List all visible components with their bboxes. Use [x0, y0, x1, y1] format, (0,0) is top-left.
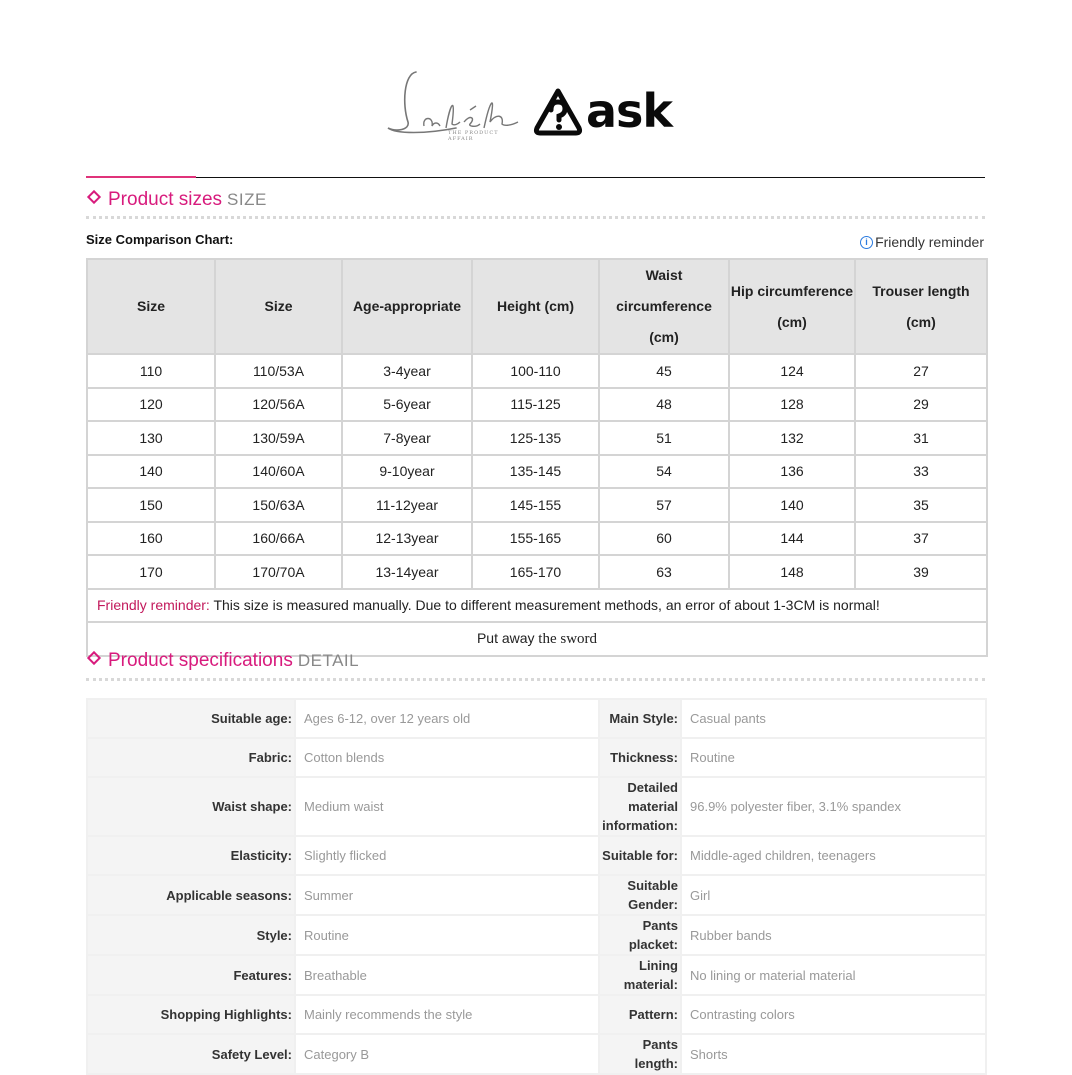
spec-label: Suitable Gender:	[599, 875, 681, 915]
spec-row	[87, 699, 986, 738]
spec-row	[87, 1034, 986, 1074]
table-cell: 144	[729, 522, 855, 556]
info-icon: i	[860, 236, 873, 249]
ask-logo: ask	[586, 84, 673, 138]
table-cell: 115-125	[472, 388, 599, 422]
table-cell: 120	[87, 388, 215, 422]
table-row	[87, 488, 987, 522]
spec-value: Mainly recommends the style	[295, 995, 599, 1034]
table-cell: 63	[599, 555, 729, 589]
table-cell: 57	[599, 488, 729, 522]
table-cell: 35	[855, 488, 987, 522]
section-dotted-divider	[86, 678, 985, 681]
table-row	[87, 388, 987, 422]
spec-row	[87, 777, 986, 836]
table-cell: 11-12year	[342, 488, 472, 522]
spec-value: Casual pants	[681, 699, 986, 738]
table-cell: 145-155	[472, 488, 599, 522]
table-cell: 140	[729, 488, 855, 522]
section-title-main: Product sizes	[108, 189, 223, 210]
section-title-sub: SIZE	[227, 190, 267, 209]
table-header-row	[87, 259, 987, 354]
table-row	[87, 455, 987, 489]
spec-label: Applicable seasons:	[87, 875, 295, 915]
spec-label: Detailed material information:	[599, 777, 681, 836]
table-cell: 140/60A	[215, 455, 342, 489]
section-title-main: Product specifications	[108, 650, 293, 671]
table-cell: 110	[87, 354, 215, 388]
footer-text-b: the sword	[534, 630, 598, 647]
table-cell: 170	[87, 555, 215, 589]
top-divider-accent	[86, 176, 196, 178]
table-cell: 5-6year	[342, 388, 472, 422]
table-cell: 60	[599, 522, 729, 556]
table-cell: 31	[855, 421, 987, 455]
table-cell: 135-145	[472, 455, 599, 489]
friendly-reminder-link[interactable]	[860, 234, 984, 250]
diamond-bullet-icon	[87, 651, 101, 665]
spec-value: Slightly flicked	[295, 836, 599, 875]
spec-table	[86, 698, 987, 1075]
spec-row	[87, 836, 986, 875]
table-cell: 124	[729, 354, 855, 388]
table-cell: 12-13year	[342, 522, 472, 556]
spec-section-title	[86, 650, 359, 678]
table-cell: 9-10year	[342, 455, 472, 489]
size-note	[87, 589, 987, 623]
spec-value: Cotton blends	[295, 738, 599, 777]
table-cell: 165-170	[472, 555, 599, 589]
table-cell: 48	[599, 388, 729, 422]
footer-text-a: Put away	[476, 629, 535, 646]
spec-label: Shopping Highlights:	[87, 995, 295, 1034]
table-cell: 170/70A	[215, 555, 342, 589]
laleh-logo	[386, 64, 522, 140]
spec-value: Girl	[681, 875, 986, 915]
table-cell: 7-8year	[342, 421, 472, 455]
column-header: Waist circumference (cm)	[599, 259, 729, 354]
spec-value: Category B	[295, 1034, 599, 1074]
column-header: Age-appropriate	[342, 259, 472, 354]
table-cell: 100-110	[472, 354, 599, 388]
brand-logos	[0, 64, 1072, 144]
spec-row	[87, 955, 986, 995]
column-header: Height (cm)	[472, 259, 599, 354]
spec-value: Contrasting colors	[681, 995, 986, 1034]
spec-label: Lining material:	[599, 955, 681, 995]
spec-value: Summer	[295, 875, 599, 915]
table-row	[87, 522, 987, 556]
size-note-row	[87, 589, 987, 623]
note-text: This size is measured manually. Due to different measurement methods, an error of about 1-3CM is normal!	[209, 597, 880, 614]
spec-row	[87, 915, 986, 955]
table-cell: 150	[87, 488, 215, 522]
table-cell: 128	[729, 388, 855, 422]
column-header: Hip circumference (cm)	[729, 259, 855, 354]
spec-label: Safety Level:	[87, 1034, 295, 1074]
table-cell: 120/56A	[215, 388, 342, 422]
table-cell: 130/59A	[215, 421, 342, 455]
spec-row	[87, 995, 986, 1034]
spec-label: Suitable age:	[87, 699, 295, 738]
size-section-title	[86, 189, 267, 217]
laleh-tagline: THE PRODUCT AFFAIR	[448, 130, 499, 142]
spec-value: Middle-aged children, teenagers	[681, 836, 986, 875]
spec-value: Routine	[681, 738, 986, 777]
section-dotted-divider	[86, 216, 985, 219]
table-cell: 125-135	[472, 421, 599, 455]
spec-value: No lining or material material	[681, 955, 986, 995]
note-label: Friendly reminder:	[97, 597, 210, 614]
spec-value: Medium waist	[295, 777, 599, 836]
spec-value: Routine	[295, 915, 599, 955]
size-comparison-table	[86, 258, 988, 657]
spec-value: Rubber bands	[681, 915, 986, 955]
spec-label: Pants placket:	[599, 915, 681, 955]
table-cell: 110/53A	[215, 354, 342, 388]
table-cell: 33	[855, 455, 987, 489]
spec-label: Waist shape:	[87, 777, 295, 836]
spec-value: Breathable	[295, 955, 599, 995]
spec-label: Thickness:	[599, 738, 681, 777]
table-cell: 140	[87, 455, 215, 489]
table-cell: 160/66A	[215, 522, 342, 556]
table-cell: 13-14year	[342, 555, 472, 589]
table-cell: 51	[599, 421, 729, 455]
spec-value: Shorts	[681, 1034, 986, 1074]
column-header: Trouser length (cm)	[855, 259, 987, 354]
table-cell: 37	[855, 522, 987, 556]
section-title-sub: DETAIL	[297, 651, 360, 670]
table-cell: 45	[599, 354, 729, 388]
spec-label: Style:	[87, 915, 295, 955]
column-header: Size	[87, 259, 215, 354]
ask-question-badge-icon	[532, 88, 584, 136]
spec-row	[87, 738, 986, 777]
table-cell: 54	[599, 455, 729, 489]
spec-label: Fabric:	[87, 738, 295, 777]
size-chart-caption: Size Comparison Chart:	[86, 232, 234, 247]
spec-label: Suitable for:	[599, 836, 681, 875]
spec-row	[87, 875, 986, 915]
table-cell: 155-165	[472, 522, 599, 556]
table-cell: 130	[87, 421, 215, 455]
table-row	[87, 555, 987, 589]
spec-label: Pants length:	[599, 1034, 681, 1074]
spec-label: Main Style:	[599, 699, 681, 738]
table-cell: 160	[87, 522, 215, 556]
table-row	[87, 421, 987, 455]
spec-label: Features:	[87, 955, 295, 995]
table-cell: 132	[729, 421, 855, 455]
table-cell: 29	[855, 388, 987, 422]
table-row	[87, 354, 987, 388]
table-cell: 3-4year	[342, 354, 472, 388]
friendly-reminder-label: Friendly reminder	[875, 234, 984, 250]
diamond-bullet-icon	[87, 190, 101, 204]
spec-value: 96.9% polyester fiber, 3.1% spandex	[681, 777, 986, 836]
spec-label: Pattern:	[599, 995, 681, 1034]
table-cell: 27	[855, 354, 987, 388]
spec-value: Ages 6-12, over 12 years old	[295, 699, 599, 738]
spec-label: Elasticity:	[87, 836, 295, 875]
table-cell: 148	[729, 555, 855, 589]
table-cell: 39	[855, 555, 987, 589]
table-cell: 150/63A	[215, 488, 342, 522]
column-header: Size	[215, 259, 342, 354]
top-divider	[86, 177, 985, 178]
laleh-script-icon	[386, 64, 522, 140]
table-cell: 136	[729, 455, 855, 489]
